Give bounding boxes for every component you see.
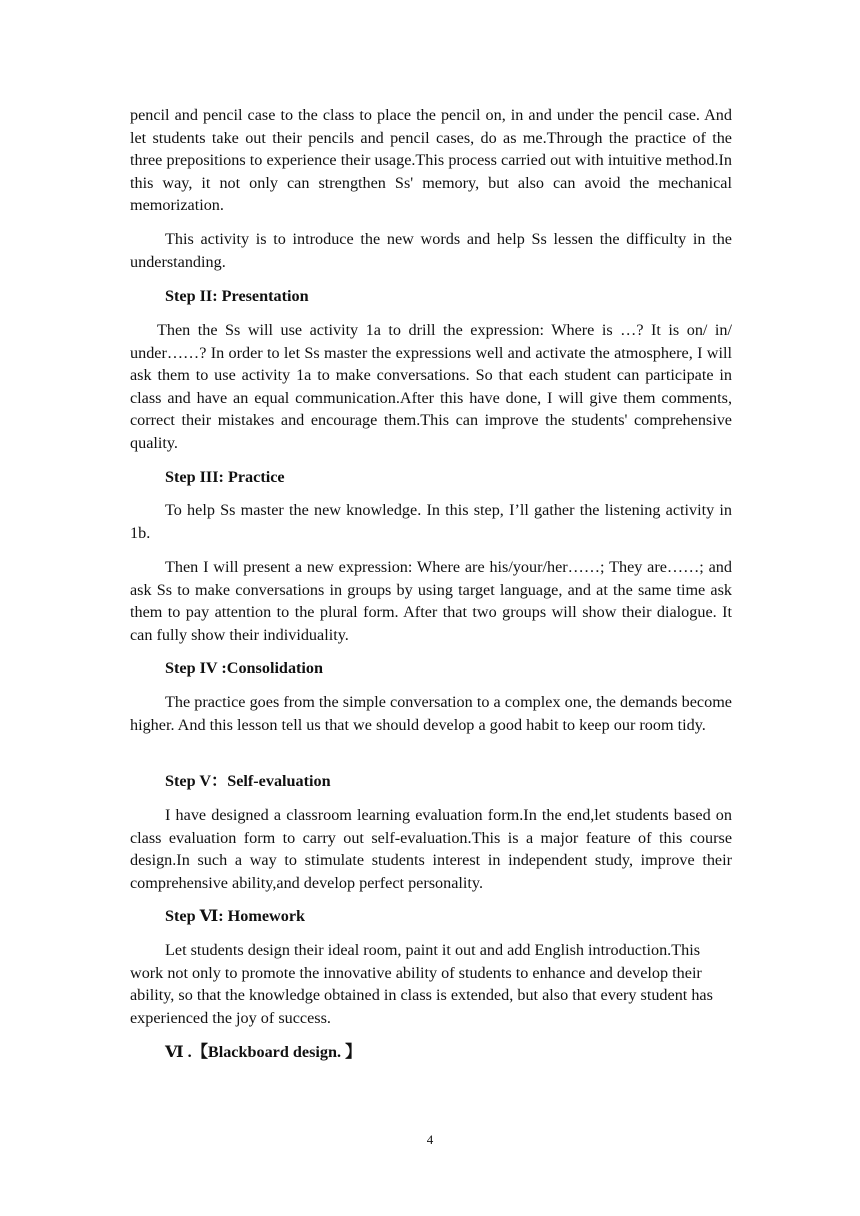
paragraph-consolidation: The practice goes from the simple conversation to a complex one, the demands become higher. And this lesson tell us that we should develop a good habit to keep our room tidy. [130, 693, 732, 734]
page-number: 4 [426, 1132, 434, 1147]
paragraph-practice-1: To help Ss master the new knowledge. In this step, I’ll gather the listening activity in 1b. [130, 501, 732, 542]
heading-step-5: Step V：Self-evaluation [165, 772, 331, 790]
paragraph-practice-2: Then I will present a new expression: Where are his/your/her……; They are……; and ask Ss to make conversations in groups by using target language, and at the same time ask them to pay attention to the plural form. After that two groups will show their dialogue. It can fully show their individuality. [130, 558, 732, 644]
paragraph-homework: Let students design their ideal room, paint it out and add English introduction.This work not only to promote the innovative ability of students to enhance and develop their ability, so that the knowledge obtained in class is extended, but also that every student has experienced the joy of success. [130, 941, 713, 1027]
heading-step-4: Step IV :Consolidation [165, 659, 324, 677]
paragraph-intro-continued: pencil and pencil case to the class to place the pencil on, in and under the pencil case. And let students take out their pencils and pencil cases, do as me.Through the practice of the three prepositions to experience their usage.This process carried out with intuitive method.In this way, it not only can strengthen Ss' memory, but also can avoid the mechanical memorization. [130, 106, 732, 215]
heading-step-3: Step III: Practice [165, 468, 285, 486]
paragraph-presentation: Then the Ss will use activity 1a to drill the expression: Where is …? It is on/ in/ under……? In order to let Ss master the expressions well and activate the atmosphere, I will ask them to use activity 1a to make conversations. So that each student can participate in class and have an equal communication.After this have done, I will give them comments, correct their mistakes and encourage them.This can improve the students' comprehensive quality. [130, 321, 732, 452]
heading-step-6: Step Ⅵ: Homework [165, 907, 306, 925]
heading-blackboard-design: Ⅵ .【Blackboard design. 】 [165, 1043, 362, 1061]
paragraph-self-evaluation: I have designed a classroom learning evaluation form.In the end,let students based on class evaluation form to carry out self-evaluation.This is a major feature of this course design.In such a way to stimulate students interest in independent study, improve their comprehensive ability,and develop perfect personality. [130, 806, 732, 892]
heading-step-2: Step II: Presentation [165, 287, 309, 305]
paragraph-activity-purpose: This activity is to introduce the new words and help Ss lessen the difficulty in the understanding. [130, 230, 732, 271]
